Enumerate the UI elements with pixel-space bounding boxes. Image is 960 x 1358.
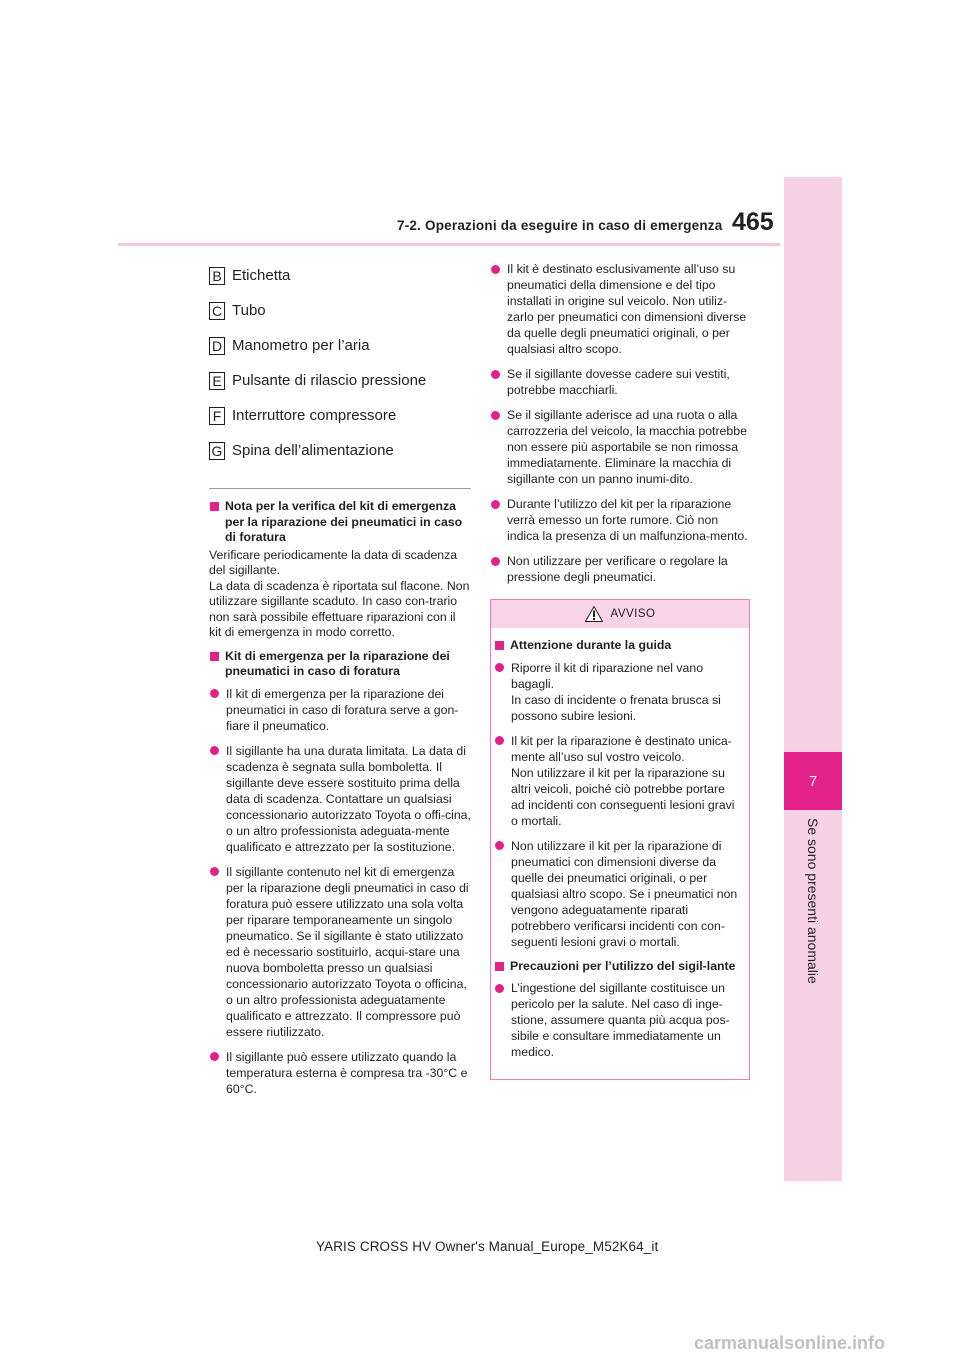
square-bullet-icon [495,641,504,650]
list-item [490,407,752,487]
list-item [494,838,741,950]
list-item-text: Il kit di emergenza per la riparazione dei pneumatici in caso di foratura serve a gon-fiare il pneumatico. [226,686,459,733]
legend-label: Etichetta [232,267,291,284]
warning-title: AVVISO [610,608,656,620]
legend-label: Interruttore compressore [232,407,397,424]
round-bullet-icon [491,411,500,420]
legend-item [209,293,471,328]
list-item-text: Il sigillante può essere utilizzato quando la temperatura esterna è compresa tra -30°C e 60°C. [226,1049,468,1096]
page-number: 465 [732,208,774,236]
list-item-text: Non utilizzare il kit per la riparazione di pneumatici con dimensioni diverse da quelle dei pneumatici originali, o per qualsiasi altro scopo. Se i pneumatici non vengono adeguatamente riparati potrebbero verificarsi incidenti con con-seguenti lesioni gravi o mortali. [511,838,738,949]
list-item [209,864,471,1040]
warning-box [490,599,750,1080]
list-item-text: Non utilizzare per verificare o regolare la pressione degli pneumatici. [507,554,728,584]
watermark: carmanualsonline.info [694,1333,886,1353]
note-heading [209,499,471,546]
header-rule [118,243,780,246]
legend-label: Spina dell’alimentazione [232,442,394,459]
legend-item [209,363,471,398]
legend-item [209,328,471,363]
kit-heading [209,649,471,680]
legend-letter: C [209,302,225,320]
round-bullet-icon [495,984,504,993]
warning-heading-text: Precauzioni per l’utilizzo del sigil-lante [510,958,736,973]
list-item-text: Durante l’utilizzo del kit per la riparazione verrà emesso un forte rumore. Ciò non indica la presenza di un malfunziona-mento. [507,497,748,543]
round-bullet-icon [210,689,219,698]
legend-item [209,433,471,468]
legend-item [209,398,471,433]
list-item [490,553,752,585]
round-bullet-icon [210,867,219,876]
legend-letter: E [209,372,225,390]
kit-heading-text: Kit di emergenza per la riparazione dei pneumatici in caso di foratura [225,648,450,678]
list-item-text: Se il sigillante aderisce ad una ruota o alla carrozzeria del veicolo, la macchia potrebbe non essere più asportabile se non rimossa immediatamente. Eliminare la macchia di sigillante con un panno inumi-dito. [507,408,747,486]
list-item-text: Il kit per la riparazione è destinato unica-mente all’uso sul vostro veicolo. Non utilizzare il kit per la riparazione su altri veicoli, poiché ciò potrebbe portare ad incidenti con conseguenti lesioni gravi o mortali. [511,733,735,828]
list-item [209,743,471,855]
list-item [490,261,752,357]
list-item [494,660,741,724]
square-bullet-icon [495,962,504,971]
legend-letter: G [209,442,225,460]
note-heading-text: Nota per la verifica del kit di emergenza per la riparazione dei pneumatici in caso di foratura [225,499,463,544]
list-item [209,686,471,734]
legend-letter: F [209,407,225,425]
warning-heading [494,638,741,654]
list-item-text: Se il sigillante dovesse cadere sui vestiti, potrebbe macchiarli. [507,367,730,397]
round-bullet-icon [495,663,504,672]
round-bullet-icon [210,746,219,755]
list-item-text: L’ingestione del sigillante costituisce un pericolo per la salute. Nel caso di inge-stione, assumere quanta più acqua pos-sibile e consultare immediatamente un medico. [511,981,730,1059]
legend-letter: B [209,267,225,285]
list-item [209,1049,471,1097]
round-bullet-icon [495,841,504,850]
section-title: 7-2. Operazioni da eseguire in caso di emergenza [397,218,723,233]
round-bullet-icon [491,500,500,509]
warning-heading-text: Attenzione durante la guida [510,638,672,652]
square-bullet-icon [210,502,219,511]
warning-body [491,628,749,1079]
round-bullet-icon [495,736,504,745]
list-item-text: Il kit è destinato esclusivamente all’uso su pneumatici della dimensione e del tipo installati in origine sul veicolo. Non utiliz-zarlo per pneumatici con dimensioni diverse da quelle degli pneumatici originali, o per qualsiasi altro scopo. [507,262,747,356]
legend-letter: D [209,337,225,355]
component-legend [209,258,471,468]
right-column [490,255,752,1080]
legend-label: Tubo [232,302,266,319]
list-item-text: Il sigillante contenuto nel kit di emergenza per la riparazione degli pneumatici in caso di foratura può essere utilizzato una sola volta per riparare temporaneamente un singolo pneumatico. Se il sigillante è stato utilizzato ed è necessario sostituirlo, acqui-stare una nuova bomboletta presso un qualsiasi concessionario autorizzato Toyota o officina, o un altro professionista adeguatamente qualificato e attrezzato. Il compressore può essere riutilizzato. [226,864,469,1039]
legend-label: Pulsante di rilascio pressione [232,372,427,389]
round-bullet-icon [491,557,500,566]
list-item [494,733,741,829]
list-item [490,496,752,544]
section-divider [209,488,471,489]
warning-heading [494,959,741,975]
chapter-tab[interactable]: 7 [784,752,842,810]
note-text: Verificare periodicamente la data di scadenza del sigillante. La data di scadenza è riportata sul flacone. Non utilizzare sigillante scaduto. In caso con-trario non sarà possibile effettuare riparazioni con il kit di emergenza in modo corretto. [209,547,470,639]
list-item [490,366,752,398]
chapter-title: Se sono presenti anomalie [805,818,821,984]
list-item-text: Il sigillante ha una durata limitata. La data di scadenza è segnata sulla bomboletta. Il sigillante deve essere sostituito prima della data di scadenza. Contattare un qualsiasi concessionario autorizzato Toyota o offi-cina, o un altro professionista adeguata-mente qualificato e attrezzato per la sostituzione. [226,743,471,854]
round-bullet-icon [210,1052,219,1061]
manual-footer: YARIS CROSS HV Owner's Manual_Europe_M52K64_it [316,1239,659,1254]
legend-item [209,258,471,293]
list-item [494,980,741,1060]
square-bullet-icon [210,652,219,661]
left-column [209,258,471,1106]
list-item-text: Riporre il kit di riparazione nel vano bagagli. In caso di incidente o frenata brusca si possono subire lesioni. [511,660,721,723]
warning-triangle-icon [585,606,603,622]
round-bullet-icon [491,265,500,274]
legend-label: Manometro per l’aria [232,337,370,354]
side-tab-strip [784,177,842,1181]
round-bullet-icon [491,370,500,379]
warning-header [491,600,749,628]
